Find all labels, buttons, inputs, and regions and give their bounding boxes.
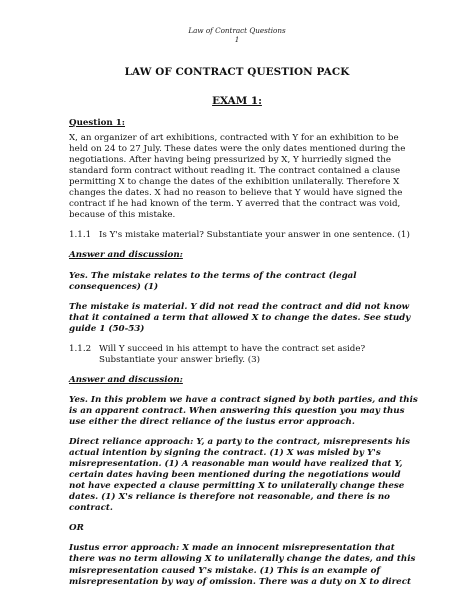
answer-paragraph: The mistake is material. Y did not read the contract and did not know that it contained a term that allowed X to change the dates. See study guide 1 (50-53)	[69, 301, 411, 334]
or-label: OR	[69, 523, 84, 534]
answer-heading: Answer and discussion:	[69, 250, 183, 261]
answer-paragraph: Iustus error approach: X made an innocent misrepresentation that there was no term allowing X to unilaterally change the dates, and this misrepresentation caused Y's mistake. (1) This is an example of misrepresentation by way of omission. There was a duty on X to direct	[69, 543, 416, 587]
answer-paragraph: Yes. The mistake relates to the terms of the contract (legal consequences) (1)	[69, 270, 357, 292]
sub-question-2	[69, 344, 419, 366]
sub-question-text: Will Y succeed in his attempt to have the contract set aside? Substantiate your answer briefly. (3)	[99, 343, 366, 365]
document-body	[69, 118, 419, 588]
header-title: Law of Contract Questions	[188, 26, 286, 35]
page-number: 1	[234, 35, 240, 44]
sub-question-number: 1.1.2	[69, 343, 92, 354]
answer-paragraph: Yes. In this problem we have a contract signed by both parties, and this is an apparent contract. When answering this question you may thus use either the direct reliance of the iustus error approach.	[69, 394, 418, 427]
answer-paragraph: Direct reliance approach: Y, a party to the contract, misrepresents his actual intention by signing the contract. (1) X was misled by Y's misrepresentation. (1) A reasonable man would have realized that Y, certain dates having been mentioned during the negotiations would not have expected a clause permitting X to unilaterally change these dates. (1) X's reliance is therefore not reasonable, and there is no contract.	[69, 437, 411, 514]
question-heading: Question 1:	[69, 118, 126, 128]
exam-heading: EXAM 1:	[212, 95, 262, 107]
answer-heading: Answer and discussion:	[69, 374, 183, 385]
sub-question-number: 1.1.1	[69, 230, 92, 241]
running-header	[0, 26, 474, 44]
document-title: LAW OF CONTRACT QUESTION PACK	[124, 66, 350, 78]
sub-question-1	[69, 230, 419, 241]
sub-question-text: Is Y's mistake material? Substantiate your answer in one sentence. (1)	[99, 230, 410, 241]
scenario-paragraph: X, an organizer of art exhibitions, contracted with Y for an exhibition to be held on 24 to 27 July. These dates were the only dates mentioned during the negotiations. After having being pressurized by X, Y hurriedly signed the standard form contract without reading it. The contract contained a clause permitting X to change the dates of the exhibition unilaterally. Therefore X changes the dates. X had no reason to believe that Y would have signed the contract if he had known of the term. Y averred that the contract was void, because of this mistake.	[69, 133, 406, 221]
